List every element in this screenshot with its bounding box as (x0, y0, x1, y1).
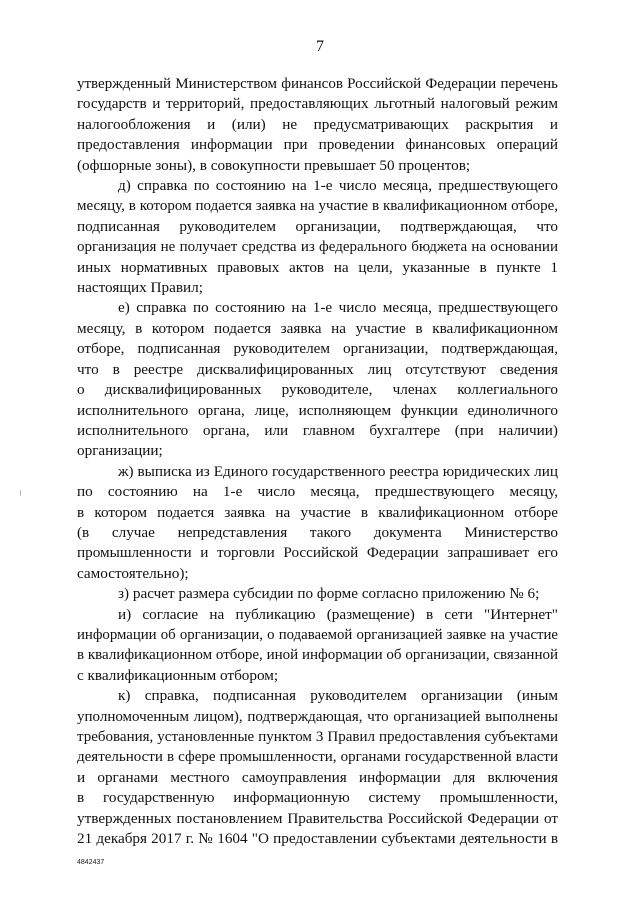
text-line: ж) выписка из Единого государственного реестра юридических лиц (118, 462, 558, 480)
document-code: 4842437 (77, 859, 105, 866)
text-line: е) справка по состоянию на 1-е число месяца, предшествующего (118, 299, 558, 317)
text-line: отборе, подписанная руководителем организации, подтверждающая, (77, 340, 558, 358)
text-line: информации об организации, о подаваемой организацией заявке на участие (77, 626, 558, 643)
text-line: требования, установленные пунктом 3 Правил предоставления субъектами (77, 729, 558, 745)
body-text (77, 74, 558, 849)
text-line: иных нормативных правовых актов на цели, указанные в пункте 1 (77, 258, 558, 276)
text-line: в квалификационном отборе, иной информации об организации, связанной (77, 647, 558, 664)
text-line: настоящих Правил; (77, 279, 203, 297)
text-line: подписанная руководителем организации, подтверждающая, что (77, 217, 558, 235)
text-line: утвержденных постановлением Правительства Российской Федерации от (77, 809, 558, 827)
text-line: самостоятельно); (77, 564, 189, 582)
text-line: исполнительного органа, лице, исполняющем функции единоличного (77, 401, 558, 419)
text-line: утвержденный Министерством финансов Российской Федерации перечень (77, 76, 558, 92)
text-line: по состоянию на 1-е число месяца, предшествующего месяцу, (77, 483, 558, 501)
text-line: 21 декабря 2017 г. № 1604 "О предоставлении субъектами деятельности в (77, 830, 558, 848)
text-line: в государственную информационную систему промышленности, (77, 789, 558, 807)
text-line: и органами местного самоуправления информации для включения (77, 768, 558, 786)
text-line: (офшорные зоны), в совокупности превышает 50 процентов; (77, 156, 471, 174)
text-line: что в реестре дисквалифицированных лиц отсутствуют сведения (77, 360, 558, 378)
text-line: организация не получает средства из федерального бюджета на основании (77, 239, 558, 256)
text-line: налогообложения и (или) не предусматривающих раскрытия и (77, 115, 558, 133)
text-line: организации; (77, 442, 163, 460)
text-line: д) справка по состоянию на 1-е число месяца, предшествующего (118, 177, 558, 195)
text-line: государств и территорий, предоставляющих льготный налоговый режим (77, 95, 558, 113)
text-line: исполнительного органа, или главном бухгалтере (при наличии) (77, 421, 558, 439)
margin-mark (20, 490, 21, 496)
text-line: к) справка, подписанная руководителем организации (иным (118, 687, 558, 705)
text-line: с квалификационным отбором; (77, 666, 279, 684)
text-line: о дисквалифицированных руководителе, членах коллегиального (77, 381, 558, 399)
text-line: предоставления информации при проведении финансовых операций (77, 136, 558, 154)
text-line: уполномоченным лицом), подтверждающая, что организацией выполнены (77, 708, 558, 725)
text-line: (в случае непредставления такого документа Министерство (77, 523, 558, 541)
text-line: в котором подается заявка на участие в квалификационном отборе (77, 503, 558, 521)
text-line: месяцу, в котором подается заявка на участие в квалификационном (77, 319, 558, 337)
text-line: деятельности в сфере промышленности, органами государственной власти (77, 749, 558, 766)
page-number: 7 (316, 38, 324, 55)
text-line: и) согласие на публикацию (размещение) в сети "Интернет" (118, 605, 558, 623)
text-line: з) расчет размера субсидии по форме согласно приложению № 6; (118, 585, 540, 603)
text-line: месяцу, в котором подается заявка на участие в квалификационном отборе, (77, 198, 558, 215)
text-line: промышленности и торговли Российской Федерации запрашивает его (77, 544, 558, 562)
